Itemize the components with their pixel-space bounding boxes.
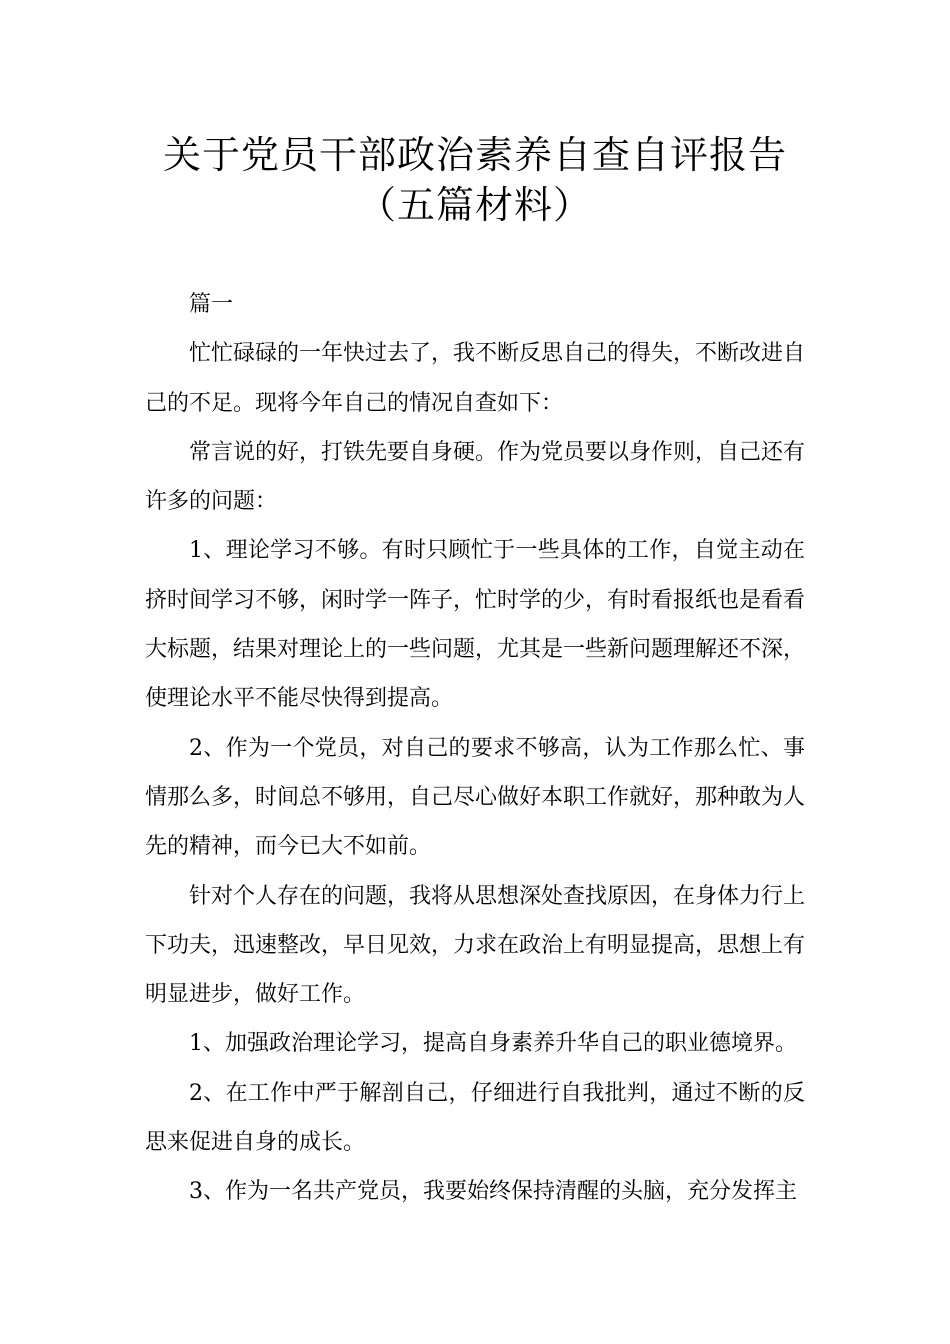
paragraph: 1、理论学习不够。有时只顾忙于一些具体的工作，自觉主动在挤时间学习不够，闲时学一阵子，忙时学的少，有时看报纸也是看看大标题，结果对理论上的一些问题，尤其是一些新问题理解还不深，使理论水平不能尽快得到提高。: [145, 538, 806, 712]
paragraph: 3、作为一名共产党员，我要始终保持清醒的头脑，充分发挥主: [189, 1179, 797, 1205]
paragraph: 针对个人存在的问题，我将从思想深处查找原因，在身体力行上下功夫，迅速整改，早日见效，力求在政治上有明显提高，思想上有明显进步，做好工作。: [145, 883, 806, 1008]
paragraph: 忙忙碌碌的一年快过去了，我不断反思自己的得失，不断改进自己的不足。现将今年自己的情况自查如下：: [145, 341, 806, 416]
document-subtitle: （五篇材料）: [357, 183, 592, 227]
document-title: 关于党员干部政治素养自查自评报告: [162, 133, 787, 177]
document-body: [145, 280, 805, 1217]
paragraph: 2、作为一个党员，对自己的要求不够高，认为工作那么忙、事情那么多，时间总不够用，自己尽心做好本职工作就好，那种敢为人先的精神，而今已大不如前。: [145, 735, 806, 860]
paragraph: 常言说的好，打铁先要自身硬。作为党员要以身作则，自己还有许多的问题：: [145, 439, 806, 515]
paragraph: 1、加强政治理论学习，提高自身素养升华自己的职业德境界。: [189, 1031, 797, 1057]
paragraph: 2、在工作中严于解剖自己，仔细进行自我批判，通过不断的反思来促进自身的成长。: [145, 1080, 805, 1156]
section-heading: 篇一: [189, 292, 234, 317]
